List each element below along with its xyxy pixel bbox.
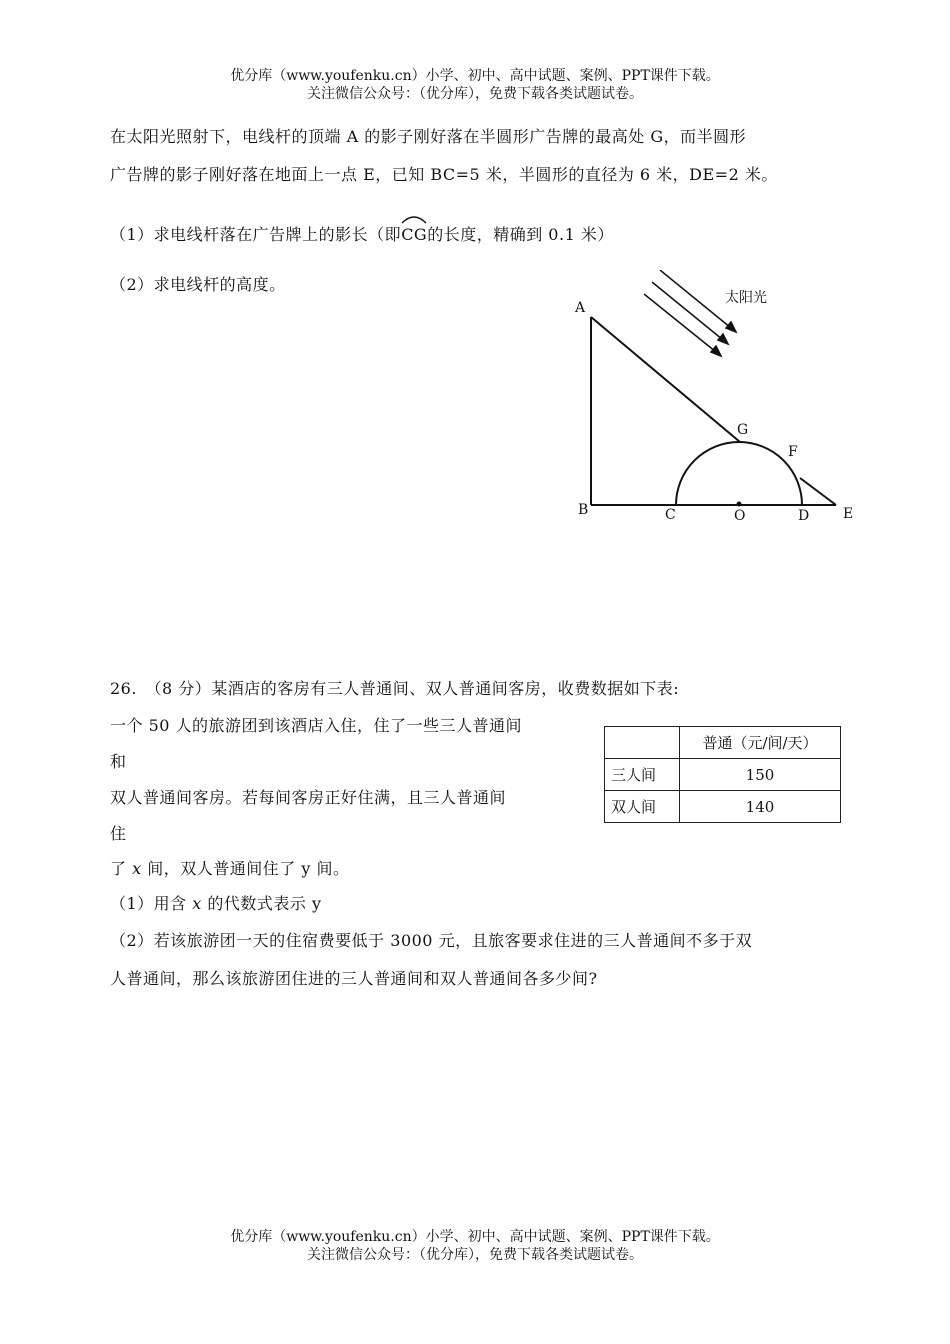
q25-part-1-post: 的长度，精确到 0.1 米） — [427, 225, 614, 244]
q25-text-line-2: 广告牌的影子刚好落在地面上一点 E，已知 BC=5 米，半圆形的直径为 6 米，DE=2 米。 — [110, 165, 778, 184]
q26-line-5-a: 了 — [110, 859, 127, 878]
q25-text-line-1: 在太阳光照射下，电线杆的顶端 A 的影子刚好落在半圆形广告牌的最高处 G，而半圆形 — [110, 127, 747, 146]
sun-ray-3 — [644, 294, 721, 356]
point-d-label: D — [798, 508, 810, 524]
q26-part-2-line-2: 人普通间，那么该旅游团住进的三人普通间和双人普通间各多少间? — [110, 969, 598, 988]
table-header-corner — [605, 727, 680, 759]
page-footer — [0, 1228, 950, 1264]
q26-part-1 — [110, 891, 322, 914]
fee-table — [604, 726, 841, 823]
arc-symbol-icon — [400, 214, 428, 224]
q26-title: 26. （8 分）某酒店的客房有三人普通间、双人普通间客房，收费数据如下表: — [110, 679, 680, 698]
point-a-label: A — [575, 300, 586, 316]
sun-rays — [644, 270, 736, 356]
q26-line-1: 一个 50 人的旅游团到该酒店入住，住了一些三人普通间 — [110, 716, 523, 735]
page-header — [0, 67, 950, 103]
table-header-price: 普通（元/间/天） — [680, 727, 841, 759]
table-row-label: 三人间 — [605, 759, 680, 791]
center-dot-o — [737, 502, 742, 507]
q26-part-1-a: （1）用含 — [110, 894, 187, 913]
table-row-label: 双人间 — [605, 791, 680, 823]
point-b-label: B — [578, 502, 589, 518]
var-x: x — [192, 894, 202, 913]
sun-label: 太阳光 — [725, 290, 767, 306]
var-x: x — [132, 859, 142, 878]
geometry-figure — [560, 270, 870, 530]
q25-part-2: （2）求电线杆的高度。 — [110, 275, 286, 294]
ray-fe — [800, 478, 836, 505]
point-c-label: C — [665, 507, 676, 523]
point-e-label: E — [843, 506, 854, 522]
table-row — [605, 791, 841, 823]
footer-line-2: 关注微信公众号：（优分库），免费下载各类试题试卷。 — [307, 1247, 643, 1263]
sun-ray-2 — [652, 282, 728, 344]
q26-line-2: 和 — [110, 752, 127, 771]
arc-cg — [401, 225, 427, 244]
arc-label: CG — [401, 225, 428, 244]
q26-part-1-b: 的代数式表示 y — [207, 894, 322, 913]
q25-part-1 — [110, 222, 614, 245]
header-line-2: 关注微信公众号：（优分库），免费下载各类试题试卷。 — [307, 86, 643, 102]
point-g-label: G — [737, 422, 749, 438]
footer-line-1: 优分库（www.youfenku.cn）小学、初中、高中试题、案例、PPT课件下载。 — [230, 1229, 720, 1245]
semicircle-board — [676, 442, 802, 505]
table-row-value: 150 — [680, 759, 841, 791]
table-header-row — [605, 727, 841, 759]
point-o-label: O — [734, 508, 746, 524]
q26-line-5-b: 间，双人普通间住了 y 间。 — [147, 859, 350, 878]
q26-part-2-line-1: （2）若该旅游团一天的住宿费要低于 3000 元，且旅客要求住进的三人普通间不多于双 — [110, 931, 753, 950]
q26-line-4: 住 — [110, 824, 127, 843]
point-f-label: F — [788, 444, 798, 460]
q26-line-3: 双人普通间客房。若每间客房正好住满，且三人普通间 — [110, 788, 507, 807]
q26-line-5 — [110, 856, 349, 879]
header-line-1: 优分库（www.youfenku.cn）小学、初中、高中试题、案例、PPT课件下载。 — [230, 68, 720, 84]
table-row — [605, 759, 841, 791]
q25-part-1-pre: （1）求电线杆落在广告牌上的影长（即 — [110, 225, 402, 244]
table-row-value: 140 — [680, 791, 841, 823]
